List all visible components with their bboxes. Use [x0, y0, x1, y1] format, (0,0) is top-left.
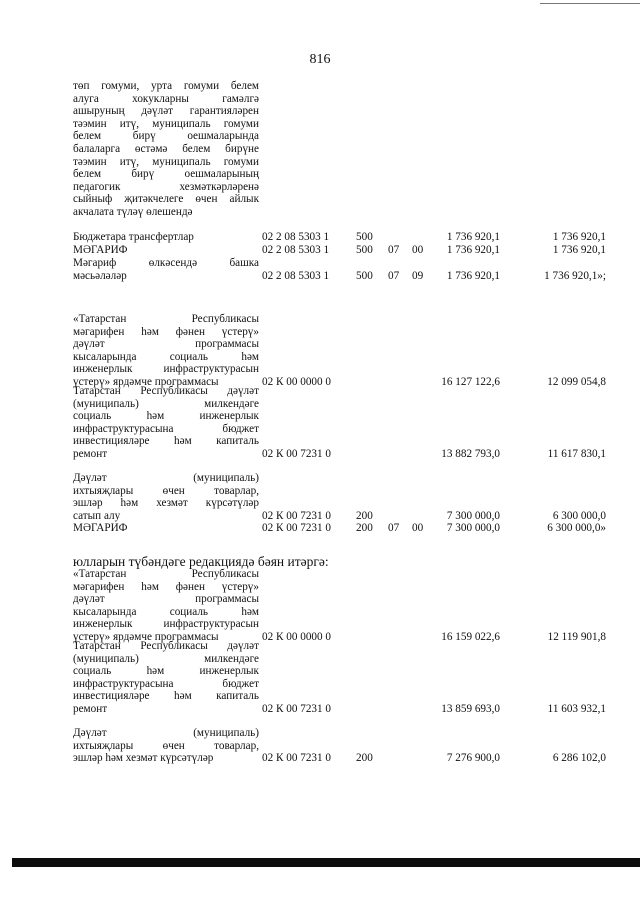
row-description: [73, 80, 259, 219]
amount-year-2: 6 286 102,0: [552, 752, 606, 765]
description-line: Дәүләт (муниципаль): [73, 472, 259, 484]
description-line: тәэмин итү, муниципаль гомуми: [73, 117, 259, 130]
amount-year-1: 16 127 122,6: [441, 376, 500, 388]
description-line: белем бирү оешмаларында: [73, 130, 259, 143]
subsection-code: 00: [412, 522, 424, 534]
row-description: [73, 385, 259, 461]
budget-code: 02 К 00 0000 0: [262, 631, 331, 643]
amount-year-2: 6 300 000,0: [552, 509, 606, 522]
description-line: үстерү» ярдәмче программасы: [73, 630, 219, 643]
description-line: мәгарифен һәм фәнен үстерү»: [73, 325, 259, 338]
description-line: алуга хокукларны гамәлгә: [73, 92, 259, 105]
amount-year-2: 1 736 920,1»;: [544, 269, 606, 282]
description-line: балаларга өстәмә белем бирүне: [73, 142, 259, 155]
scan-edge-line: [540, 3, 640, 4]
row-description: [73, 313, 259, 389]
row-description: [73, 257, 259, 282]
row-description: [73, 727, 259, 765]
row-description: [73, 244, 259, 257]
description-line: социаль һәм инженерлык: [73, 665, 259, 678]
description-line: инфраструктурасына бюджет: [73, 677, 259, 690]
amount-year-1: 13 882 793,0: [441, 448, 500, 460]
description-line: эшләр һәм хезмәт күрсәтүләр: [73, 497, 259, 510]
description-line: педагогик хезмәткәрләренә: [73, 180, 259, 193]
expense-type: 500: [356, 244, 373, 256]
budget-code: 02 К 00 0000 0: [262, 376, 331, 388]
description-line: инфраструктурасына бюджет: [73, 422, 259, 435]
budget-code: 02 К 00 7231 0: [262, 703, 331, 715]
section-code: 07: [388, 522, 400, 534]
page-number: 816: [309, 52, 331, 67]
description-line: сатып алу: [73, 509, 121, 522]
description-line: төп гомуми, урта гомуми белем: [73, 80, 259, 92]
description-line: дәүләт программасы: [73, 593, 259, 606]
description-line: Бюджетара трансфертлар: [73, 231, 194, 243]
amount-year-1: 1 736 920,1: [446, 269, 500, 282]
budget-code: 02 К 00 7231 0: [262, 752, 331, 765]
subsection-code: 09: [412, 269, 424, 282]
amount-year-1: 7 300 000,0: [446, 522, 500, 534]
description-line: мәгарифен һәм фәнен үстерү»: [73, 580, 259, 593]
description-line: инвестицияләре һәм капиталь: [73, 435, 259, 448]
description-line: МӘГАРИФ: [73, 244, 128, 256]
amount-year-2: 6 300 000,0»: [547, 522, 606, 534]
section-code: 07: [388, 244, 400, 256]
scan-bottom-bar: [12, 858, 640, 867]
section-code: 07: [388, 269, 400, 282]
amount-year-2: 12 099 054,8: [547, 376, 606, 388]
amount-year-2: 1 736 920,1: [552, 244, 606, 256]
amount-year-1: 1 736 920,1: [446, 244, 500, 256]
description-line: «Татарстан Республикасы: [73, 313, 259, 325]
budget-code: 02 К 00 7231 0: [262, 522, 331, 534]
amount-year-2: 11 603 932,1: [547, 703, 606, 715]
description-line: кысаларында социаль һәм: [73, 350, 259, 363]
expense-type: 200: [356, 522, 373, 534]
row-description: [73, 640, 259, 716]
budget-code: 02 2 08 5303 1: [262, 244, 330, 256]
row-description: [73, 472, 259, 522]
expense-type: 500: [356, 269, 373, 282]
row-description: [73, 522, 259, 535]
amount-year-2: 12 119 901,8: [547, 631, 606, 643]
description-line: ремонт: [73, 447, 108, 460]
description-line: (муниципаль) милкендәге: [73, 652, 259, 665]
description-line: МӘГАРИФ: [73, 522, 128, 534]
budget-code: 02 К 00 7231 0: [262, 509, 331, 522]
description-line: тәэмин итү, муниципаль гомуми: [73, 155, 259, 168]
description-line: «Татарстан Республикасы: [73, 568, 259, 580]
description-line: сыйныф җитәкчелеге өчен айлык: [73, 193, 259, 206]
description-line: ихтыяҗлары өчен товарлар,: [73, 739, 259, 752]
expense-type: 500: [356, 231, 373, 243]
budget-code: 02 2 08 5303 1: [262, 231, 330, 243]
description-line: кысаларында социаль һәм: [73, 605, 259, 618]
amount-year-1: 13 859 693,0: [441, 703, 500, 715]
description-line: Татарстан Республикасы дәүләт: [73, 640, 259, 652]
budget-code: 02 2 08 5303 1: [262, 269, 330, 282]
subsection-code: 00: [412, 244, 424, 256]
expense-type: 200: [356, 752, 373, 765]
description-line: белем бирү оешмаларының: [73, 168, 259, 181]
section-intro-text: юлларын түбәндәге редакциядә бәян итәргә:: [73, 554, 329, 569]
amount-year-1: 1 736 920,1: [446, 231, 500, 243]
expense-type: 200: [356, 509, 373, 522]
row-description: [73, 231, 259, 244]
description-line: ремонт: [73, 702, 108, 715]
description-line: инвестицияләре һәм капиталь: [73, 690, 259, 703]
description-line: социаль һәм инженерлык: [73, 410, 259, 423]
description-line: ашыруның дәүләт гарантияләрен: [73, 105, 259, 118]
amount-year-1: 7 300 000,0: [446, 509, 500, 522]
amount-year-1: 16 159 022,6: [441, 631, 500, 643]
budget-code: 02 К 00 7231 0: [262, 448, 331, 460]
description-line: инженерлык инфраструктурасын: [73, 618, 259, 631]
description-line: ихтыяҗлары өчен товарлар,: [73, 484, 259, 497]
description-line: (муниципаль) милкендәге: [73, 397, 259, 410]
amount-year-2: 11 617 830,1: [547, 448, 606, 460]
description-line: үстерү» ярдәмче программасы: [73, 375, 219, 388]
amount-year-1: 7 276 900,0: [446, 752, 500, 765]
description-line: мәсьәләләр: [73, 269, 127, 282]
description-line: акчалата түләү өлешендә: [73, 205, 193, 218]
description-line: Мәгариф өлкәсендә башка: [73, 257, 259, 269]
amount-year-2: 1 736 920,1: [552, 231, 606, 243]
description-line: инженерлык инфраструктурасын: [73, 363, 259, 376]
description-line: Дәүләт (муниципаль): [73, 727, 259, 739]
description-line: дәүләт программасы: [73, 338, 259, 351]
description-line: эшләр һәм хезмәт күрсәтүләр: [73, 752, 214, 765]
description-line: Татарстан Республикасы дәүләт: [73, 385, 259, 397]
row-description: [73, 568, 259, 644]
